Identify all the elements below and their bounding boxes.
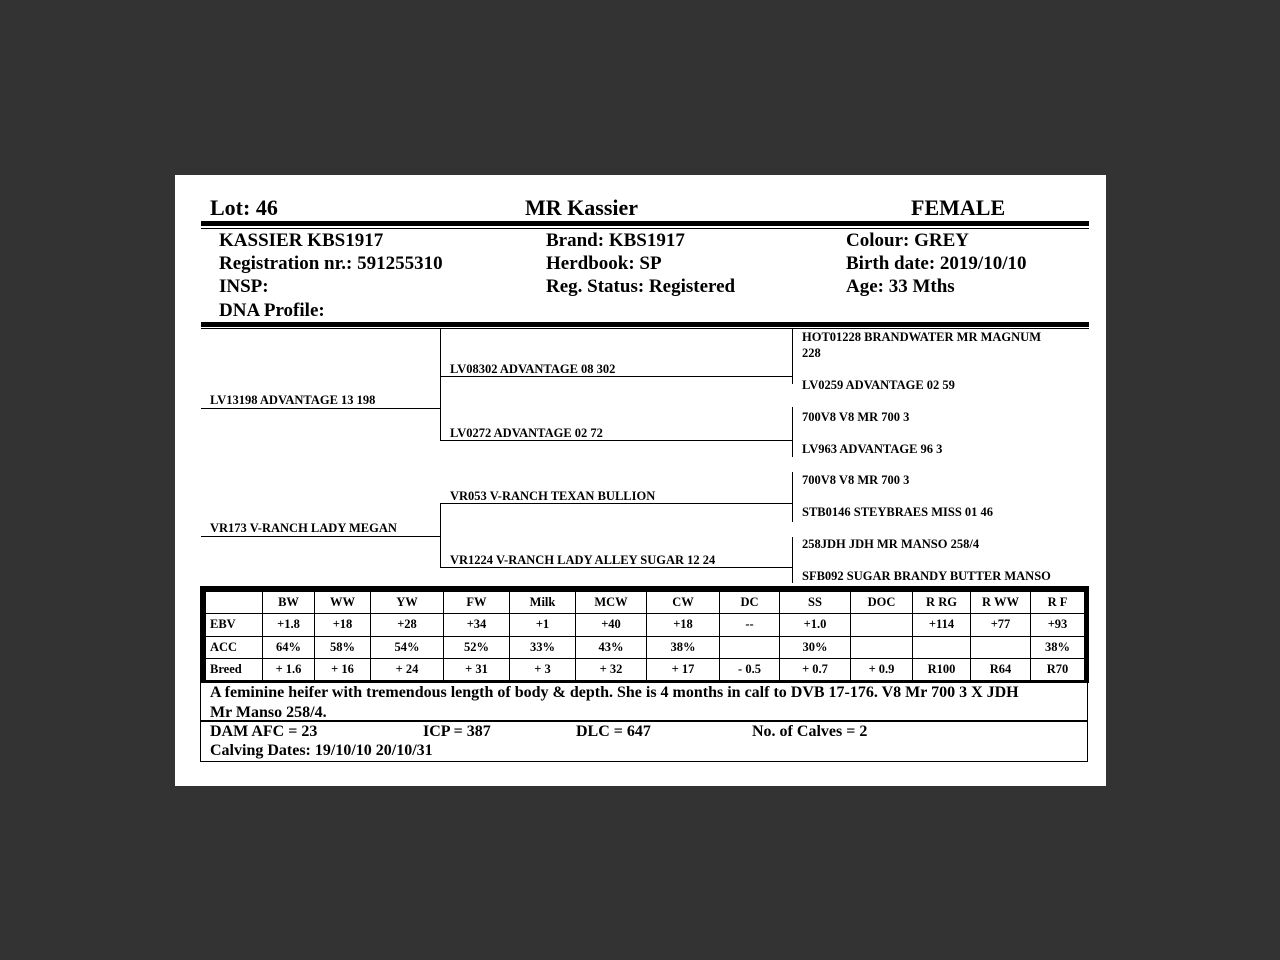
- animal-sex: FEMALE: [911, 195, 1006, 220]
- pedigree-gg-7: 258JDH JDH MR MANSO 258/4: [802, 537, 980, 551]
- animal-name: MR Kassier: [525, 195, 639, 220]
- pedigree-bracket: [792, 472, 793, 522]
- pedigree-dam-dam: VR1224 V-RANCH LADY ALLEY SUGAR 12 24: [450, 553, 716, 567]
- pedigree-dam: VR173 V-RANCH LADY MEGAN: [210, 521, 397, 535]
- ebv-cell: + 24: [371, 658, 444, 680]
- pedigree-line: [440, 503, 792, 504]
- dna-profile: DNA Profile:: [219, 300, 325, 321]
- lot-card: [175, 175, 1106, 786]
- insp: INSP:: [219, 276, 269, 297]
- ebv-header-cell: MCW: [576, 592, 647, 614]
- pedigree-gg-5: 700V8 V8 MR 700 3: [802, 473, 910, 487]
- lot-number: Lot: 46: [210, 195, 278, 220]
- ebv-cell: 33%: [510, 636, 576, 658]
- pedigree-line: [440, 567, 792, 568]
- reg-status: Reg. Status: Registered: [546, 276, 736, 297]
- ebv-cell: 38%: [647, 636, 720, 658]
- number-of-calves: No. of Calves = 2: [752, 723, 868, 740]
- ebv-header-cell: YW: [371, 592, 444, 614]
- pedigree-bracket: [792, 537, 793, 583]
- ebv-cell: [913, 636, 971, 658]
- animal-id: KASSIER KBS1917: [219, 230, 384, 251]
- ebv-cell: [851, 636, 913, 658]
- ebv-header-cell: R WW: [971, 592, 1031, 614]
- pedigree-line: [201, 408, 441, 409]
- ebv-header-cell: DC: [720, 592, 780, 614]
- herdbook: Herdbook: SP: [546, 253, 662, 274]
- ebv-cell: + 32: [576, 658, 647, 680]
- info-rule: [201, 322, 1089, 327]
- ebv-cell: 30%: [780, 636, 851, 658]
- ebv-cell: R64: [971, 658, 1031, 680]
- ebv-cell: + 17: [647, 658, 720, 680]
- ebv-cell: - 0.5: [720, 658, 780, 680]
- ebv-cell: +40: [576, 614, 647, 636]
- ebv-cell: 38%: [1031, 636, 1085, 658]
- dlc: DLC = 647: [576, 723, 651, 740]
- pedigree-bracket: [792, 407, 793, 457]
- ebv-header-row: [206, 592, 1085, 614]
- ebv-cell: + 0.9: [851, 658, 913, 680]
- pedigree-bracket: [440, 329, 441, 441]
- ebv-header-cell: Milk: [510, 592, 576, 614]
- ebv-cell: 52%: [444, 636, 510, 658]
- birth-date: Birth date: 2019/10/10: [846, 253, 1027, 274]
- ebv-table: [205, 591, 1085, 681]
- ebv-cell: [971, 636, 1031, 658]
- ebv-row-label: EBV: [206, 614, 263, 636]
- registration-nr: Registration nr.: 591255310: [219, 253, 443, 274]
- ebv-row: [206, 658, 1085, 680]
- description-line-2: Mr Manso 258/4.: [210, 704, 327, 721]
- ebv-cell: +93: [1031, 614, 1085, 636]
- ebv-header-cell: SS: [780, 592, 851, 614]
- ebv-table-frame: [200, 586, 1089, 683]
- pedigree-gg-6: STB0146 STEYBRAES MISS 01 46: [802, 505, 994, 519]
- calving-stats-box: [200, 721, 1088, 762]
- ebv-cell: 43%: [576, 636, 647, 658]
- pedigree-sire: LV13198 ADVANTAGE 13 198: [210, 393, 376, 407]
- ebv-cell: + 3: [510, 658, 576, 680]
- pedigree-line: [201, 536, 441, 537]
- ebv-cell: +77: [971, 614, 1031, 636]
- pedigree-bracket: [792, 329, 793, 384]
- ebv-cell: + 31: [444, 658, 510, 680]
- colour: Colour: GREY: [846, 230, 969, 251]
- info-rule-thin: [201, 328, 1089, 329]
- ebv-cell: +114: [913, 614, 971, 636]
- ebv-header-cell: [206, 592, 263, 614]
- calving-dates: Calving Dates: 19/10/10 20/10/31: [210, 742, 433, 759]
- brand: Brand: KBS1917: [546, 230, 685, 251]
- ebv-header-cell: CW: [647, 592, 720, 614]
- pedigree-sire-sire: LV08302 ADVANTAGE 08 302: [450, 362, 616, 376]
- ebv-cell: +18: [315, 614, 371, 636]
- ebv-cell: +18: [647, 614, 720, 636]
- pedigree-dam-sire: VR053 V-RANCH TEXAN BULLION: [450, 489, 656, 503]
- ebv-cell: --: [720, 614, 780, 636]
- ebv-cell: +1.0: [780, 614, 851, 636]
- age: Age: 33 Mths: [846, 276, 955, 297]
- ebv-cell: [720, 636, 780, 658]
- pedigree-gg-3: 700V8 V8 MR 700 3: [802, 410, 910, 424]
- ebv-header-cell: WW: [315, 592, 371, 614]
- ebv-row-label: ACC: [206, 636, 263, 658]
- ebv-header-cell: R RG: [913, 592, 971, 614]
- ebv-cell: 64%: [263, 636, 315, 658]
- dam-afc: DAM AFC = 23: [210, 723, 318, 740]
- ebv-row: [206, 614, 1085, 636]
- ebv-cell: +1: [510, 614, 576, 636]
- icp: ICP = 387: [423, 723, 491, 740]
- ebv-cell: R70: [1031, 658, 1085, 680]
- ebv-cell: +34: [444, 614, 510, 636]
- ebv-header-cell: R F: [1031, 592, 1085, 614]
- description-box: [200, 683, 1088, 721]
- ebv-cell: [851, 614, 913, 636]
- ebv-row-label: Breed: [206, 658, 263, 680]
- pedigree-line: [440, 440, 792, 441]
- ebv-cell: 58%: [315, 636, 371, 658]
- pedigree-gg-1: HOT01228 BRANDWATER MR MAGNUM: [802, 330, 1041, 344]
- pedigree-sire-dam: LV0272 ADVANTAGE 02 72: [450, 426, 603, 440]
- pedigree-line: [440, 376, 792, 377]
- ebv-cell: +1.8: [263, 614, 315, 636]
- ebv-cell: R100: [913, 658, 971, 680]
- ebv-row: [206, 636, 1085, 658]
- ebv-cell: 54%: [371, 636, 444, 658]
- pedigree-gg-2: LV0259 ADVANTAGE 02 59: [802, 378, 955, 392]
- pedigree-bracket: [440, 503, 441, 568]
- ebv-cell: + 0.7: [780, 658, 851, 680]
- header-rule-thin: [201, 228, 1089, 229]
- ebv-header-cell: DOC: [851, 592, 913, 614]
- header-rule: [201, 221, 1089, 226]
- ebv-cell: + 1.6: [263, 658, 315, 680]
- pedigree-gg-1-cont: 228: [802, 346, 821, 360]
- ebv-cell: +28: [371, 614, 444, 636]
- description-line-1: A feminine heifer with tremendous length of body & depth. She is 4 months in calf to DVB 17-176. V8 Mr 700 3 X JDH: [210, 684, 1019, 701]
- pedigree-gg-8: SFB092 SUGAR BRANDY BUTTER MANSO: [802, 569, 1051, 583]
- pedigree-gg-4: LV963 ADVANTAGE 96 3: [802, 442, 943, 456]
- ebv-header-cell: BW: [263, 592, 315, 614]
- ebv-header-cell: FW: [444, 592, 510, 614]
- ebv-cell: + 16: [315, 658, 371, 680]
